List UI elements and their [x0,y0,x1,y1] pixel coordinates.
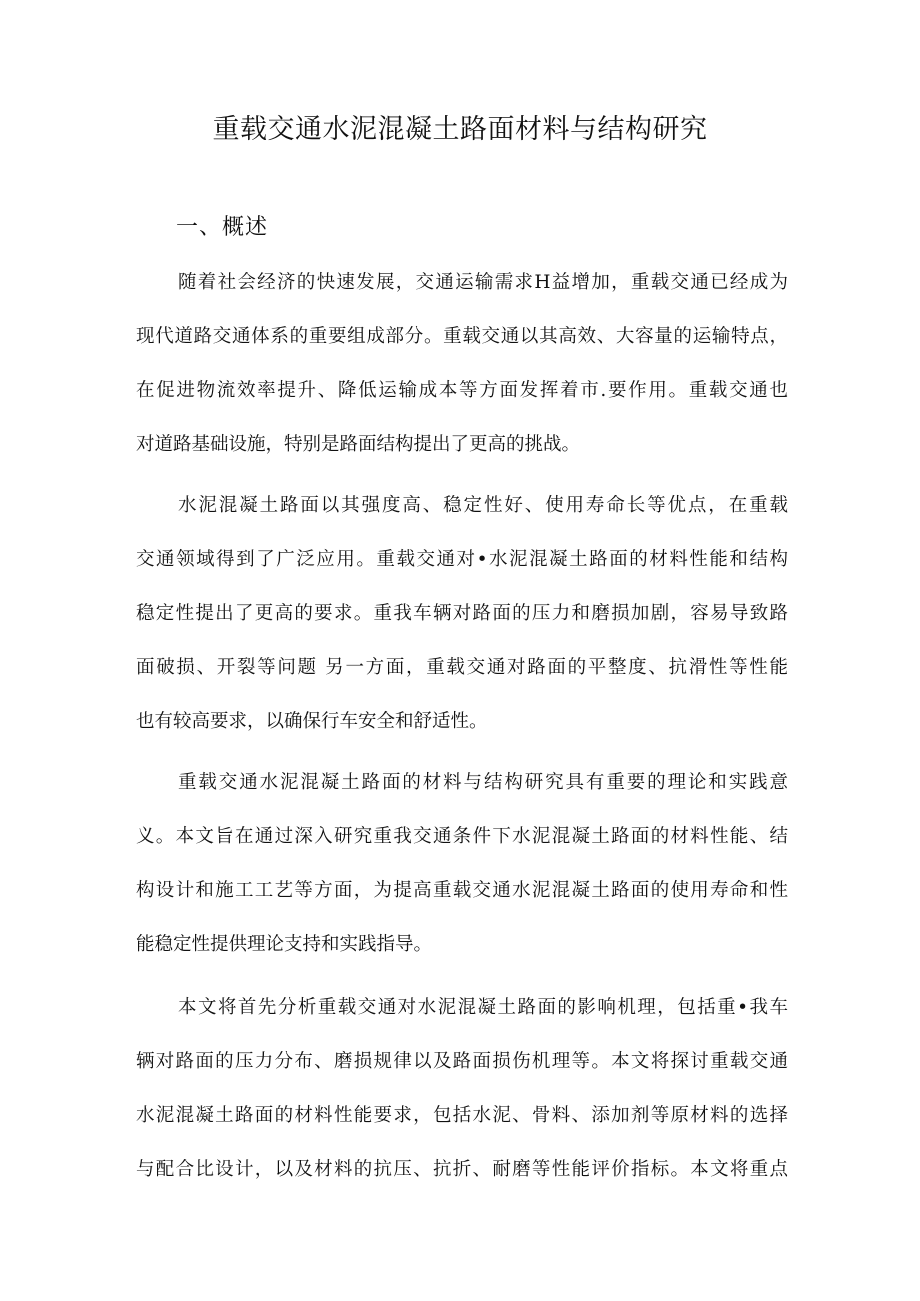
paragraph-line: 现代道路交通体系的重要组成部分。重载交通以其高效、大容量的运输特点， [136,326,788,347]
paragraph-line: 本文将首先分析重载交通对水泥混凝土路面的影响机理，包括重•我车 [178,997,788,1018]
paragraph-line: 随着社会经济的快速发展，交通运输需求H益增加，重载交通已经成为 [178,272,788,293]
paragraph-line: 水泥混凝土路面的材料性能要求，包括水泥、骨料、添加剂等原材料的选择 [136,1105,788,1126]
paragraph-line: 水泥混凝土路面以其强度高、稳定性好、使用寿命长等优点，在重载 [178,495,788,516]
paragraph-line: 构设计和施工工艺等方面，为提高重载交通水泥混凝土路面的使用寿命和性 [136,880,788,901]
paragraph-line: 与配合比设计，以及材料的抗压、抗折、耐磨等性能评价指标。本文将重点 [136,1159,788,1180]
paragraph-line: 义。本文旨在通过深入研究重我交通条件下水泥混凝土路面的材料性能、结 [136,826,788,847]
paragraph-line: 能稳定性提供理论支持和实践指导。 [136,934,433,955]
paragraph-line: 对道路基础设施，特别是路面结构提出了更高的挑战。 [136,434,581,455]
paragraph-line: 辆对路面的压力分布、磨损规律以及路面损伤机理等。本文将探讨重载交通 [136,1051,788,1072]
paragraph-line: 在促进物流效率提升、降低运输成本等方面发挥着市.要作用。重载交通也 [136,380,788,401]
paragraph-line: 稳定性提出了更高的要求。重我车辆对路面的压力和磨损加剧，容易导致路 [136,603,788,624]
paragraph-line: 交通领域得到了广泛应用。重载交通对•水泥混凝土路面的材料性能和结构 [136,549,788,570]
paragraph-line: 面破损、开裂等问题 另一方面，重载交通对路面的平整度、抗滑性等性能 [136,657,788,678]
section-heading: 一、概述 [176,215,269,240]
paragraph-line: 也有较高要求，以确保行车安全和舒适性。 [136,711,488,732]
paragraph-line: 重载交通水泥混凝土路面的材料与结构研究具有重要的理论和实践意 [178,772,788,793]
document-title: 重载交通水泥混凝土路面材料与结构研究 [212,114,708,145]
